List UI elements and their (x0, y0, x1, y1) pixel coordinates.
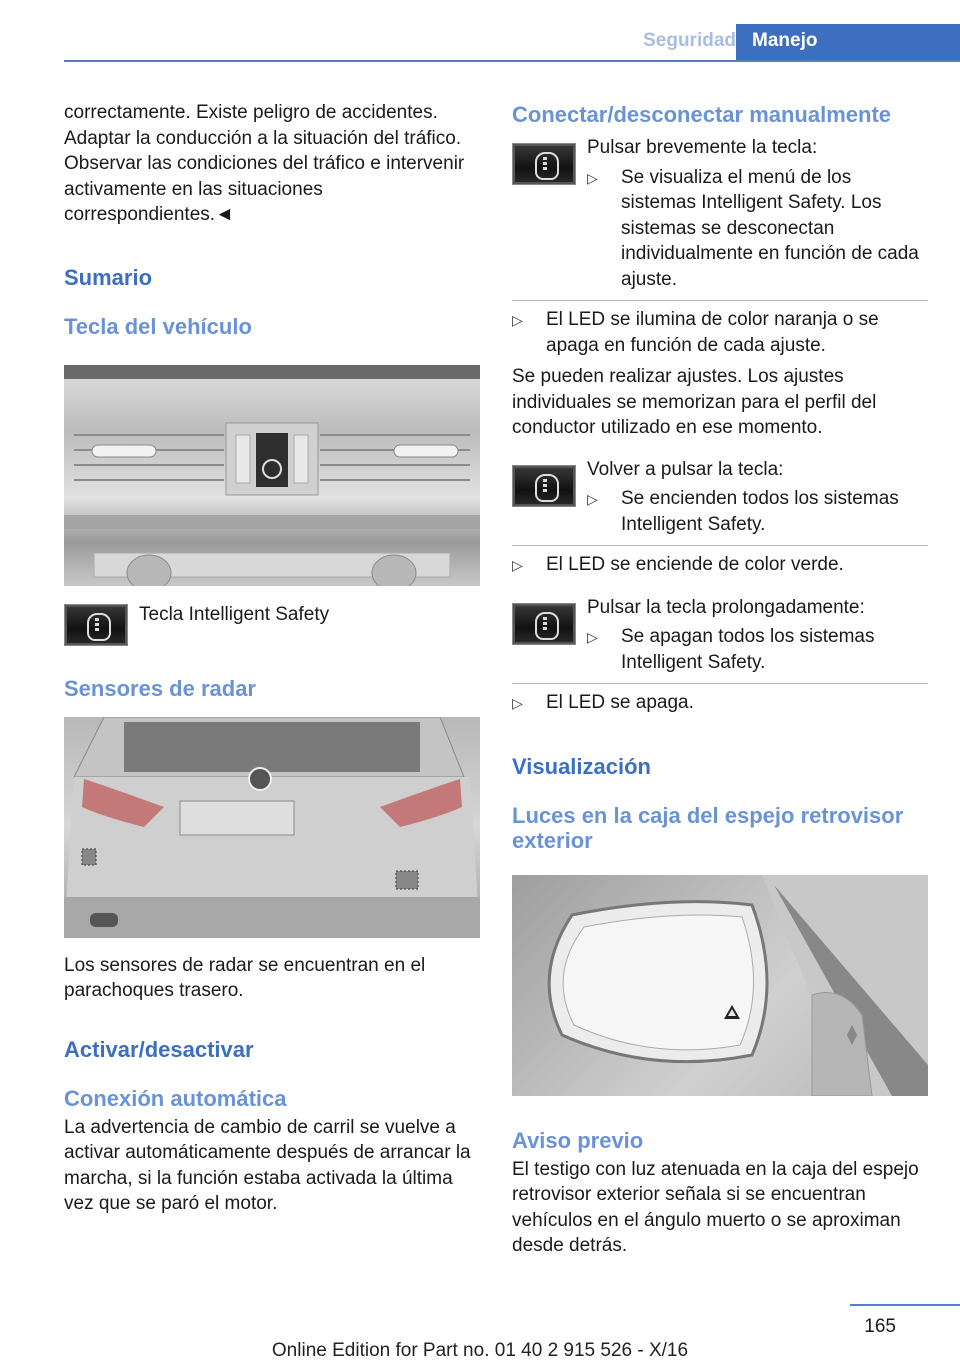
tecla-legend (64, 604, 480, 646)
press-long-result: Se apagan todos los sistemas Intelligent Safety. (621, 626, 875, 673)
heading-sensores: Sensores de radar (64, 675, 256, 701)
intelligent-safety-key-icon (64, 604, 128, 646)
intelligent-safety-key-icon (512, 143, 576, 185)
list-item (587, 624, 928, 675)
footer-rule (850, 1304, 960, 1306)
heading-aviso: Aviso previo (512, 1127, 644, 1153)
car-rear-photo (64, 717, 480, 938)
heading-luces: Luces en la caja del espejo retrovisor exterior (512, 802, 904, 853)
led-off-text: El LED se apaga. (546, 692, 694, 713)
heading-visualizacion: Visualización (512, 753, 651, 779)
list-item (512, 690, 928, 717)
right-column (512, 100, 928, 1259)
press-short-result: Se visualiza el menú de los sistemas Intelligent Safety. Los sistemas se desconectan individualmente en función de cada ajuste. (621, 166, 919, 290)
header-section[interactable]: Seguridad (643, 30, 736, 51)
footer-edition: Online Edition for Part no. 01 40 2 915 526 - X/16 (271, 1340, 689, 1361)
triangle-bullet-icon: ▷ (587, 491, 598, 507)
list-item (587, 486, 928, 537)
aviso-text: El testigo con luz atenuada en la caja del espejo retrovisor exterior señala si se encuentran vehículos en el ángulo muerto o se aproximan desde detrás. (512, 1158, 919, 1256)
divider (512, 300, 928, 301)
triangle-bullet-icon: ▷ (587, 169, 598, 186)
triangle-bullet-icon: ▷ (512, 312, 523, 328)
heading-sumario: Sumario (64, 264, 153, 290)
press-again-result: Se encienden todos los sistemas Intelligent Safety. (621, 488, 899, 535)
page-number: 165 (864, 1316, 896, 1337)
heading-tecla: Tecla del vehículo (64, 313, 252, 339)
mirror-photo (512, 875, 928, 1096)
list-item (512, 307, 928, 358)
intelligent-safety-key-icon (512, 603, 576, 645)
led-orange-text: El LED se ilumina de color naranja o se apaga en función de cada ajuste. (546, 309, 879, 356)
heading-manual: Conectar/desconectar manualmente (512, 102, 892, 127)
dashboard-illustration (64, 365, 480, 586)
led-green-text: El LED se enciende de color verde. (546, 554, 844, 575)
divider (512, 545, 928, 546)
press-again-block (512, 458, 928, 538)
triangle-bullet-icon: ▷ (512, 557, 523, 573)
intelligent-safety-key-icon (512, 465, 576, 507)
conexion-text: La advertencia de cambio de carril se vuelve a activar automáticamente después de arrancar la marcha, si la función estaba activada la última vez que se paró el motor. (64, 1116, 471, 1214)
press-again-text: Volver a pulsar la tecla: (587, 458, 784, 480)
intro-paragraph: correctamente. Existe peligro de accidentes. Adaptar la conducción a la situación del tráfico. Observar las condiciones del tráfico e intervenir activamente en las situaciones correspondientes.◄ (64, 102, 465, 225)
tecla-caption: Tecla Intelligent Safety (139, 603, 330, 625)
mirror-illustration (512, 875, 928, 1096)
left-column (64, 100, 480, 1217)
press-short-block (512, 137, 928, 292)
list-item (512, 552, 928, 579)
car-rear-illustration (64, 717, 480, 938)
sensores-text: Los sensores de radar se encuentran en el parachoques trasero. (64, 954, 426, 1001)
ajustes-text: Se pueden realizar ajustes. Los ajustes individuales se memorizan para el perfil del conductor utilizado en ese momento. (512, 366, 877, 438)
divider (512, 683, 928, 684)
press-short-text: Pulsar brevemente la tecla: (587, 137, 818, 158)
press-long-block (512, 596, 928, 676)
header-chapter[interactable]: Manejo (736, 24, 960, 60)
press-long-text: Pulsar la tecla prolongadamente: (587, 596, 865, 618)
triangle-bullet-icon: ▷ (587, 629, 598, 645)
dashboard-photo (64, 365, 480, 586)
list-item (587, 165, 928, 293)
triangle-bullet-icon: ▷ (512, 695, 523, 711)
page-header (64, 24, 960, 62)
heading-conexion: Conexión automática (64, 1085, 287, 1111)
heading-activar: Activar/desactivar (64, 1036, 254, 1062)
